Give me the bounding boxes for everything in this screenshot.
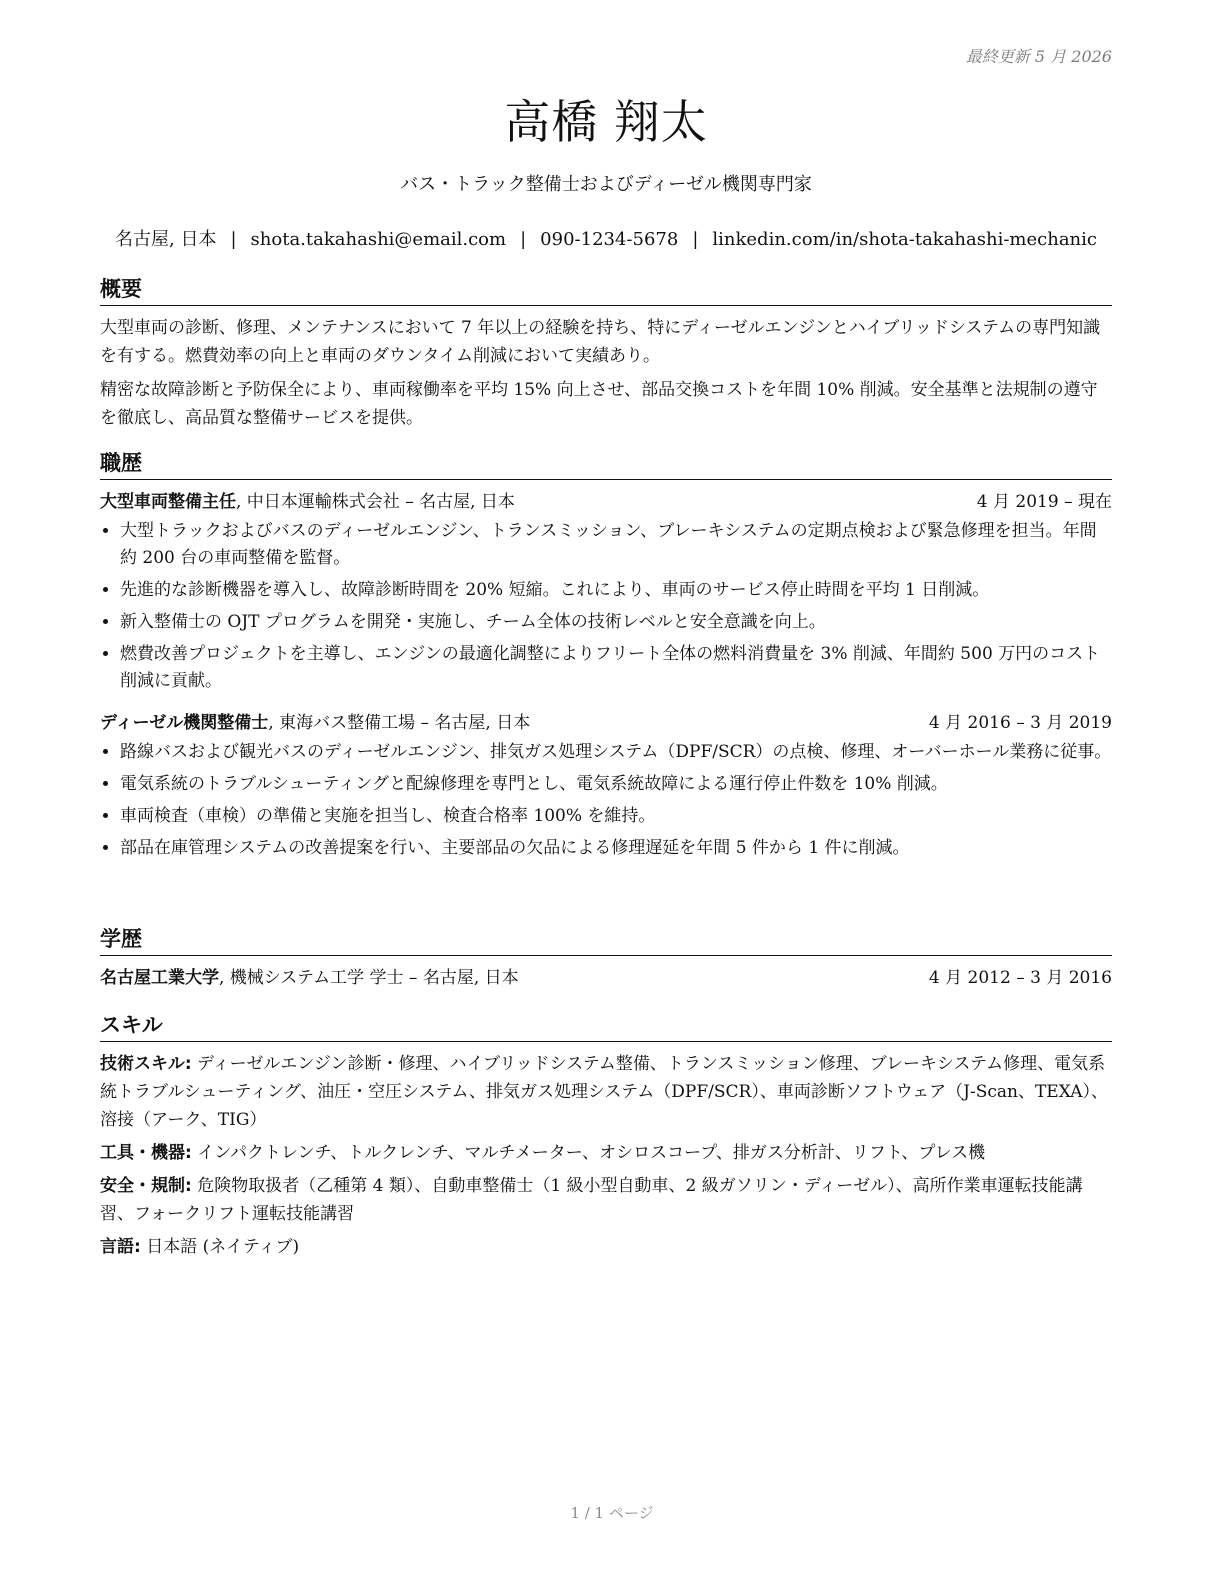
job-bullet: • 先進的な診断機器を導入し、故障診断時間を 20% 短縮。これにより、車両のサービス停止時間を平均 1 日削減。 xyxy=(120,577,1112,604)
skill-text: 危険物取扱者（乙種第 4 類）、自動車整備士（1 級小型自動車、2 級ガソリン・ディーゼル）、高所作業車運転技能講習、フォークリフト運転技能講習 xyxy=(100,1176,1083,1225)
job-bullet: • 新入整備士の OJT プログラムを開発・実施し、チーム全体の技術レベルと安全意識を向上。 xyxy=(120,609,1112,636)
job-bullet: • 燃費改善プロジェクトを主導し、エンジンの最適化調整によりフリート全体の燃料消費量を 3% 削減、年間約 500 万円のコスト削減に貢献。 xyxy=(120,641,1112,695)
candidate-name: 高橋 翔太 xyxy=(504,95,708,149)
job-bullet: • 電気系統のトラブルシューティングと配線修理を専門とし、電気系統故障による運行停止件数を 10% 削減。 xyxy=(120,771,1112,798)
job-bullet: • 部品在庫管理システムの改善提案を行い、主要部品の欠品による修理遅延を年間 5 件から 1 件に削減。 xyxy=(120,835,1112,862)
skill-row xyxy=(100,1233,1112,1261)
job-dates: 4 月 2019 – 現在 xyxy=(976,492,1112,513)
headline: バス・トラック整備士およびディーゼル機関専門家 xyxy=(400,174,812,195)
experience-section xyxy=(100,450,1112,867)
contact-linkedin[interactable]: linkedin.com/in/shota-takahashi-mechanic xyxy=(712,229,1097,250)
contact-email[interactable]: shota.takahashi@email.com xyxy=(250,229,507,250)
job-role: ディーゼル機関整備士 xyxy=(100,713,269,734)
job-entry xyxy=(100,709,1112,862)
job-bullets xyxy=(100,739,1112,862)
last-updated: 最終更新 5 月 2026 xyxy=(965,47,1112,66)
contact-separator: | xyxy=(230,229,237,250)
section-title-experience: 職歴 xyxy=(100,450,1112,480)
education-entry xyxy=(100,964,1112,992)
skill-text: ディーゼルエンジン診断・修理、ハイブリッドシステム整備、トランスミッション修理、ブレーキシステム修理、電気系統トラブルシューティング、油圧・空圧システム、排気ガス処理システム（DPF/SCR）、車両診断ソフトウェア（J-Scan、TEXA）、溶接（アーク、TIG） xyxy=(100,1054,1108,1131)
page-number: 1 / 1 ページ xyxy=(570,1504,654,1522)
contact-separator: | xyxy=(692,229,699,250)
skill-text: 日本語 (ネイティブ) xyxy=(140,1237,300,1258)
education-dates: 4 月 2012 – 3 月 2016 xyxy=(928,968,1112,989)
education-school: 名古屋工業大学 xyxy=(100,968,219,989)
skill-label: 工具・機器: xyxy=(100,1143,192,1164)
skill-label: 安全・規制: xyxy=(100,1176,192,1197)
skill-row xyxy=(100,1139,1112,1167)
contact-line xyxy=(100,225,1112,251)
job-role: 大型車両整備主任 xyxy=(100,492,236,513)
job-org: , 東海バス整備工場 – 名古屋, 日本 xyxy=(268,713,531,734)
skill-label: 言語: xyxy=(100,1237,141,1258)
contact-phone[interactable]: 090-1234-5678 xyxy=(540,229,679,250)
education-section xyxy=(100,926,1112,992)
job-bullet: • 路線バスおよび観光バスのディーゼルエンジン、排気ガス処理システム（DPF/SCR）の点検、修理、オーバーホール業務に従事。 xyxy=(120,739,1112,766)
summary-paragraph: 精密な故障診断と予防保全により、車両稼働率を平均 15% 向上させ、部品交換コストを年間 10% 削減。安全基準と法規制の遵守を徹底し、高品質な整備サービスを提供。 xyxy=(100,380,1098,429)
skill-row xyxy=(100,1172,1112,1228)
job-header xyxy=(100,488,1112,516)
job-bullet: • 大型トラックおよびバスのディーゼルエンジン、トランスミッション、ブレーキシステムの定期点検および緊急修理を担当。年間約 200 台の車両整備を監督。 xyxy=(120,518,1112,572)
summary-paragraph: 大型車両の診断、修理、メンテナンスにおいて 7 年以上の経験を持ち、特にディーゼルエンジンとハイブリッドシステムの専門知識を有する。燃費効率の向上と車両のダウンタイム削減において実績あり。 xyxy=(100,318,1101,367)
section-title-skills: スキル xyxy=(100,1012,1112,1042)
job-dates: 4 月 2016 – 3 月 2019 xyxy=(928,713,1112,734)
job-header xyxy=(100,709,1112,737)
skills-section xyxy=(100,1012,1112,1266)
skill-row xyxy=(100,1050,1112,1134)
job-bullet: • 車両検査（車検）の準備と実施を担当し、検査合格率 100% を維持。 xyxy=(120,803,1112,830)
summary-section xyxy=(100,276,1112,438)
section-title-summary: 概要 xyxy=(100,276,1112,306)
skill-label: 技術スキル: xyxy=(100,1054,192,1075)
skill-text: インパクトレンチ、トルクレンチ、マルチメーター、オシロスコープ、排ガス分析計、リフト、プレス機 xyxy=(191,1143,986,1164)
job-entry xyxy=(100,488,1112,695)
contact-separator: | xyxy=(520,229,527,250)
contact-location: 名古屋, 日本 xyxy=(115,229,217,250)
job-bullets xyxy=(100,518,1112,695)
section-title-education: 学歴 xyxy=(100,926,1112,956)
job-org: , 中日本運輸株式会社 – 名古屋, 日本 xyxy=(236,492,515,513)
education-detail: , 機械システム工学 学士 – 名古屋, 日本 xyxy=(219,968,519,989)
